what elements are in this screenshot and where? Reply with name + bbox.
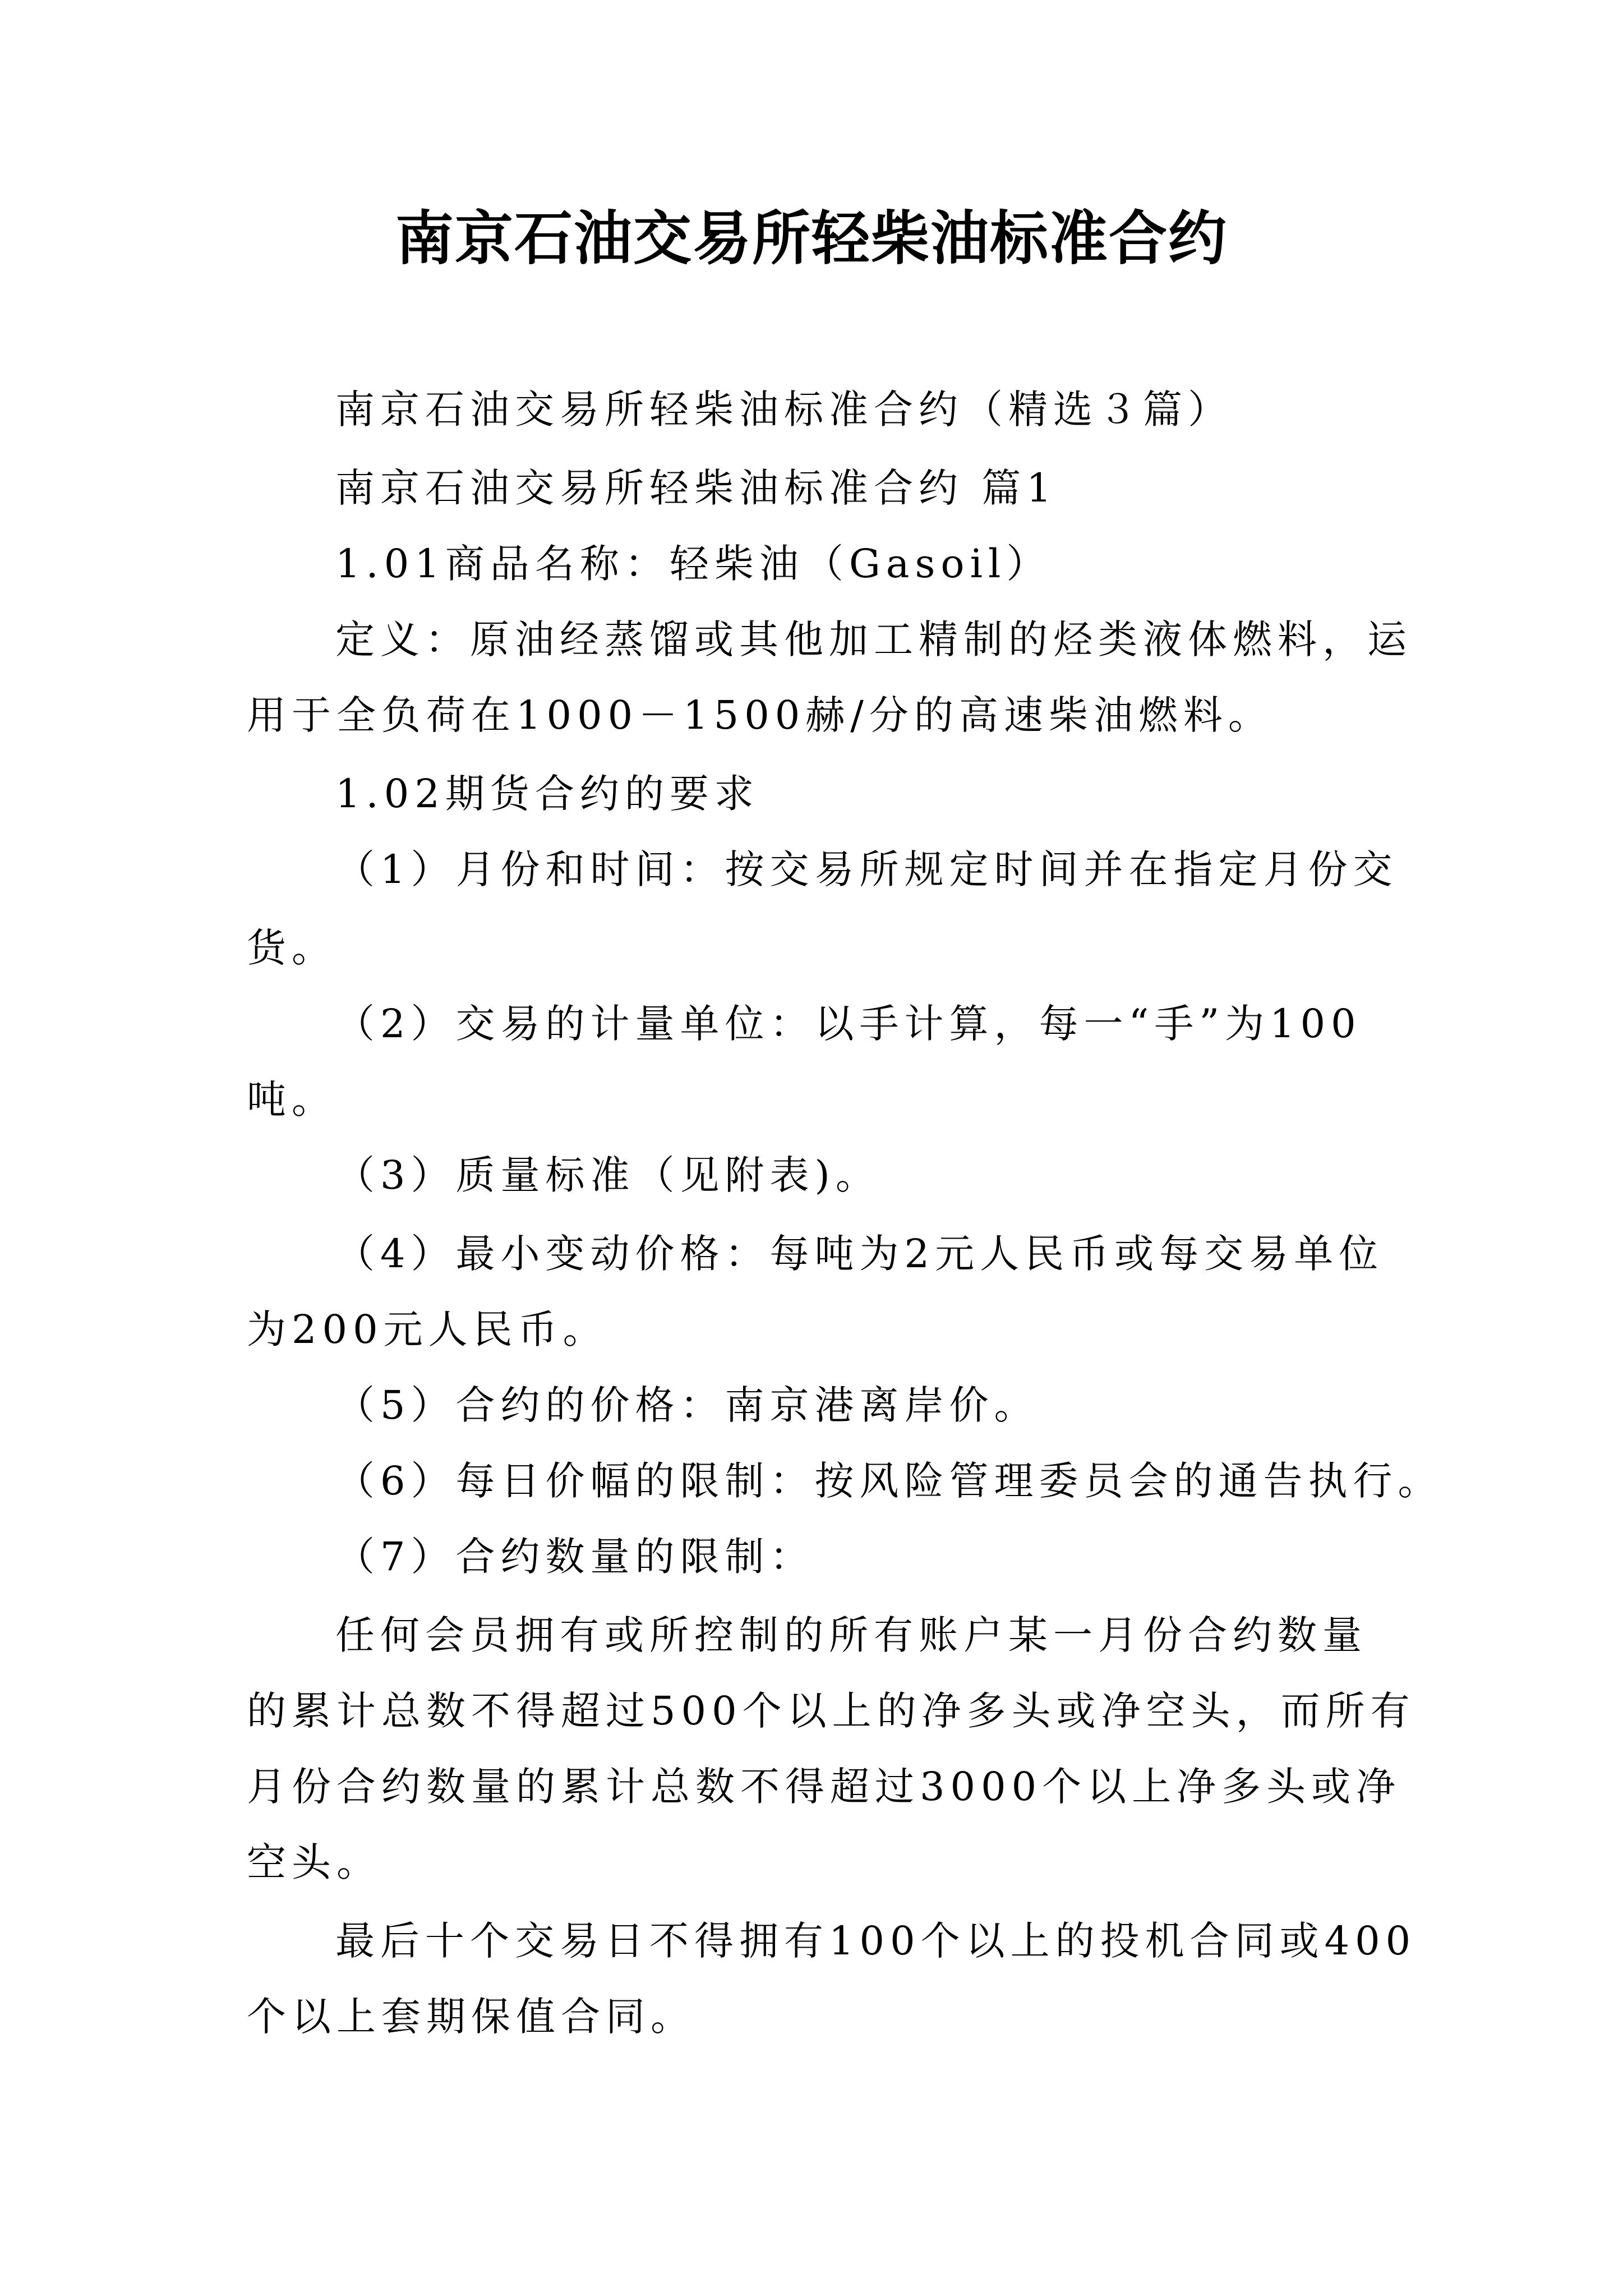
limit-paragraph-line-3: 月份合约数量的累计总数不得超过3000个以上净多头或净 [247, 1764, 1401, 1810]
document-title: 南京石油交易所轻柴油标准合约 [395, 204, 1228, 273]
definition-line-1: 定义：原油经蒸馏或其他加工精制的烃类液体燃料，运 [335, 616, 1412, 662]
clause-4-line-2: 为200元人民币。 [247, 1306, 608, 1352]
clause-1-line-1: （1）月份和时间：按交易所规定时间并在指定月份交 [335, 846, 1398, 892]
clause-5: （5）合约的价格：南京港离岸价。 [335, 1382, 1039, 1428]
clause-2-line-1: （2）交易的计量单位：以手计算，每一“手”为100 [335, 1001, 1362, 1047]
clause-4-line-1: （4）最小变动价格：每吨为2元人民币或每交易单位 [335, 1231, 1384, 1277]
item-1-01: 1.01商品名称：轻柴油（Gasoil） [335, 541, 1052, 587]
section-heading: 南京石油交易所轻柴油标准合约 篇1 [335, 465, 1057, 511]
final-days-line-2: 个以上套期保值合同。 [247, 1994, 695, 2040]
item-1-02: 1.02期货合约的要求 [335, 771, 759, 817]
clause-3: （3）质量标准（见附表)。 [335, 1152, 880, 1198]
clause-7: （7）合约数量的限制： [335, 1534, 815, 1580]
final-days-line-1: 最后十个交易日不得拥有100个以上的投机合同或400 [335, 1918, 1417, 1964]
limit-paragraph-line-4: 空头。 [247, 1839, 381, 1885]
clause-2-line-2: 吨。 [247, 1076, 336, 1122]
subtitle-line: 南京石油交易所轻柴油标准合约（精选３篇） [335, 386, 1233, 432]
limit-paragraph-line-2: 的累计总数不得超过500个以上的净多头或净空头，而所有 [247, 1688, 1415, 1734]
definition-line-2: 用于全负荷在1000－1500赫/分的高速柴油燃料。 [247, 692, 1273, 738]
clause-1-line-2: 货。 [247, 925, 336, 971]
clause-6: （6）每日价幅的限制：按风险管理委员会的通告执行。 [335, 1458, 1443, 1504]
limit-paragraph-line-1: 任何会员拥有或所控制的所有账户某一月份合约数量 [335, 1612, 1367, 1658]
